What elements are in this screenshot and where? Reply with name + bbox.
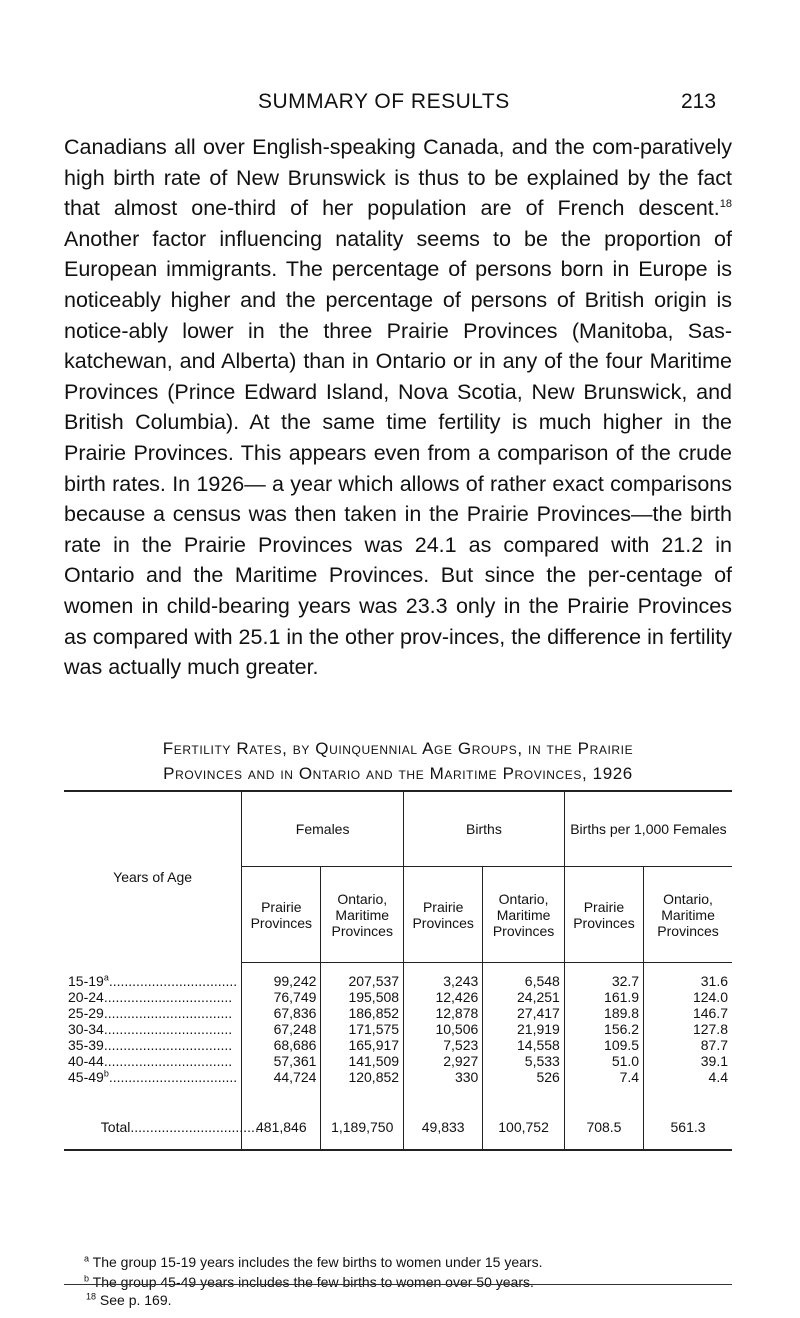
births-ontario-cell: 27,417 <box>483 1005 565 1021</box>
footnote-divider <box>64 1284 732 1285</box>
total-births-ontario: 100,752 <box>483 1105 565 1150</box>
table-footnote-a <box>84 1252 542 1272</box>
females-ontario-header: Ontario, Maritime Provinces <box>321 867 404 963</box>
births-prairie-cell: 12,426 <box>404 989 483 1005</box>
births-ontario-cell: 14,558 <box>483 1037 565 1053</box>
page-number: 213 <box>681 90 717 113</box>
age-group: 40-44 <box>68 1053 104 1069</box>
total-births-prairie: 49,833 <box>404 1105 483 1150</box>
females-group-header: Females <box>242 791 404 867</box>
females-ontario-cell: 165,917 <box>321 1037 404 1053</box>
leader-dots: ................................. <box>103 1037 233 1053</box>
leader-dots: ................................. <box>108 1069 238 1085</box>
note-marker: b <box>103 1068 109 1079</box>
rate-ontario-cell: 4.4 <box>644 1069 732 1085</box>
rate-prairie-cell: 32.7 <box>564 963 643 990</box>
females-ontario-cell: 141,509 <box>321 1053 404 1069</box>
births-prairie-header: Prairie Provinces <box>404 867 483 963</box>
leader-dots: ................................. <box>103 1021 233 1037</box>
births-ontario-header: Ontario, Maritime Provinces <box>483 867 565 963</box>
rate-ontario-header: Ontario, Maritime Provinces <box>644 867 732 963</box>
total-rate-prairie: 708.5 <box>564 1105 643 1150</box>
total-females-ontario: 1,189,750 <box>321 1105 404 1150</box>
footnote-a-text: The group 15-19 years includes the few births to women under 15 years. <box>92 1254 543 1270</box>
rate-ontario-cell: 39.1 <box>644 1053 732 1069</box>
leader-dots: ................................. <box>130 1119 259 1135</box>
total-row <box>64 1105 732 1150</box>
births-prairie-cell: 12,878 <box>404 1005 483 1021</box>
rate-prairie-header: Prairie Provinces <box>564 867 643 963</box>
births-prairie-cell: 3,243 <box>404 963 483 990</box>
total-label: Total <box>100 1119 131 1135</box>
births-prairie-cell: 2,927 <box>404 1053 483 1069</box>
body-paragraph <box>64 132 732 683</box>
age-group: 20-24 <box>68 989 104 1005</box>
females-prairie-header: Prairie Provinces <box>242 867 321 963</box>
births-prairie-cell: 10,506 <box>404 1021 483 1037</box>
total-rate-ontario: 561.3 <box>644 1105 732 1150</box>
rate-ontario-cell: 124.0 <box>644 989 732 1005</box>
footnote-reference: 18 <box>719 198 732 211</box>
leader-dots: ................................. <box>108 972 238 989</box>
paragraph-text-part1: Canadians all over English-speaking Canada, and the com-paratively high birth rate of New Brunswick is thus to be explained by the fact that almost one-third of her population are of French descent. <box>64 135 732 221</box>
births-ontario-cell: 24,251 <box>483 989 565 1005</box>
births-ontario-cell: 526 <box>483 1069 565 1085</box>
rate-prairie-cell: 156.2 <box>564 1021 643 1037</box>
rate-prairie-cell: 109.5 <box>564 1037 643 1053</box>
paragraph-text-part2: Another factor influencing natality seems to be the proportion of European immigrants. The percentage of persons born in Europe is noticeably higher and the percentage of persons of British origin is notice-ably lower in the three Prairie Provinces (Manitoba, Sas-katchewan, and Alberta) than in Ontario or in any of the four Maritime Provinces (Prince Edward Island, Nova Scotia, New Brunswick, and British Columbia). At the same time fertility is much higher in the Prairie Provinces. This appears even from a comparison of the crude birth rates. In 1926— a year which allows of rather exact comparisons because a census was then taken in the Prairie Provinces—the birth rate in the Prairie Provinces was 24.1 as compared with 21.2 in Ontario and the Maritime Provinces. But since the per-centage of women in child-bearing years was 23.3 only in the Prairie Provinces as compared with 25.1 in the other prov-inces, the difference in fertility was actually much greater. <box>64 226 732 680</box>
footnote-a-mark: a <box>84 1253 90 1264</box>
table-row <box>64 1021 732 1037</box>
page-footnote-text: See p. 169. <box>99 1292 172 1308</box>
note-marker: a <box>103 972 109 983</box>
age-group: 30-34 <box>68 1021 104 1037</box>
footnote-b-mark: b <box>84 1273 90 1284</box>
table-row <box>64 1037 732 1053</box>
females-prairie-cell: 68,686 <box>242 1037 321 1053</box>
females-prairie-cell: 76,749 <box>242 989 321 1005</box>
table-footnote-b <box>84 1272 542 1292</box>
females-ontario-cell: 120,852 <box>321 1069 404 1085</box>
births-prairie-cell: 330 <box>404 1069 483 1085</box>
total-females-prairie: 481,846 <box>242 1105 321 1150</box>
rate-prairie-cell: 161.9 <box>564 989 643 1005</box>
table-row <box>64 1069 732 1085</box>
running-title: SUMMARY OF RESULTS <box>258 90 510 113</box>
leader-dots: ................................. <box>103 989 233 1005</box>
running-header <box>0 90 800 120</box>
females-ontario-cell: 186,852 <box>321 1005 404 1021</box>
rate-group-header: Births per 1,000 Females <box>564 791 732 867</box>
rate-prairie-cell: 7.4 <box>564 1069 643 1085</box>
rate-ontario-cell: 127.8 <box>644 1021 732 1037</box>
age-group: 35-39 <box>68 1037 104 1053</box>
births-group-header: Births <box>404 791 565 867</box>
rate-ontario-cell: 146.7 <box>644 1005 732 1021</box>
age-column-header: Years of Age <box>113 869 193 886</box>
females-ontario-cell: 207,537 <box>321 963 404 990</box>
births-prairie-cell: 7,523 <box>404 1037 483 1053</box>
births-ontario-cell: 5,533 <box>483 1053 565 1069</box>
spacer-row <box>64 1085 732 1105</box>
page-footnote <box>86 1292 172 1308</box>
table-row <box>64 1053 732 1069</box>
table-row <box>64 989 732 1005</box>
table-row <box>64 963 732 990</box>
rate-prairie-cell: 189.8 <box>564 1005 643 1021</box>
rate-ontario-cell: 31.6 <box>644 963 732 990</box>
leader-dots: ................................. <box>103 1053 233 1069</box>
rate-ontario-cell: 87.7 <box>644 1037 732 1053</box>
females-prairie-cell: 57,361 <box>242 1053 321 1069</box>
females-prairie-cell: 67,248 <box>242 1021 321 1037</box>
fertility-table <box>64 790 732 1151</box>
females-prairie-cell: 67,836 <box>242 1005 321 1021</box>
table-title-line1: Fertility Rates, by Quinquennial Age Groups, in the Prairie <box>162 739 634 758</box>
rate-prairie-cell: 51.0 <box>564 1053 643 1069</box>
births-ontario-cell: 6,548 <box>483 963 565 990</box>
females-ontario-cell: 171,575 <box>321 1021 404 1037</box>
table-title <box>64 736 732 786</box>
females-ontario-cell: 195,508 <box>321 989 404 1005</box>
females-prairie-cell: 44,724 <box>242 1069 321 1085</box>
age-group: 25-29 <box>68 1005 104 1021</box>
table-title-line2: Provinces and in Ontario and the Maritime Provinces, 1926 <box>163 764 633 783</box>
age-group: 15-19 <box>68 972 104 989</box>
table-footnotes <box>84 1252 542 1292</box>
table-row <box>64 1005 732 1021</box>
females-prairie-cell: 99,242 <box>242 963 321 990</box>
births-ontario-cell: 21,919 <box>483 1021 565 1037</box>
page-footnote-mark: 18 <box>86 1291 97 1302</box>
age-group: 45-49 <box>68 1069 104 1085</box>
leader-dots: ................................. <box>103 1005 233 1021</box>
footnote-b-text: The group 45-49 years includes the few births to women over 50 years. <box>92 1274 534 1290</box>
